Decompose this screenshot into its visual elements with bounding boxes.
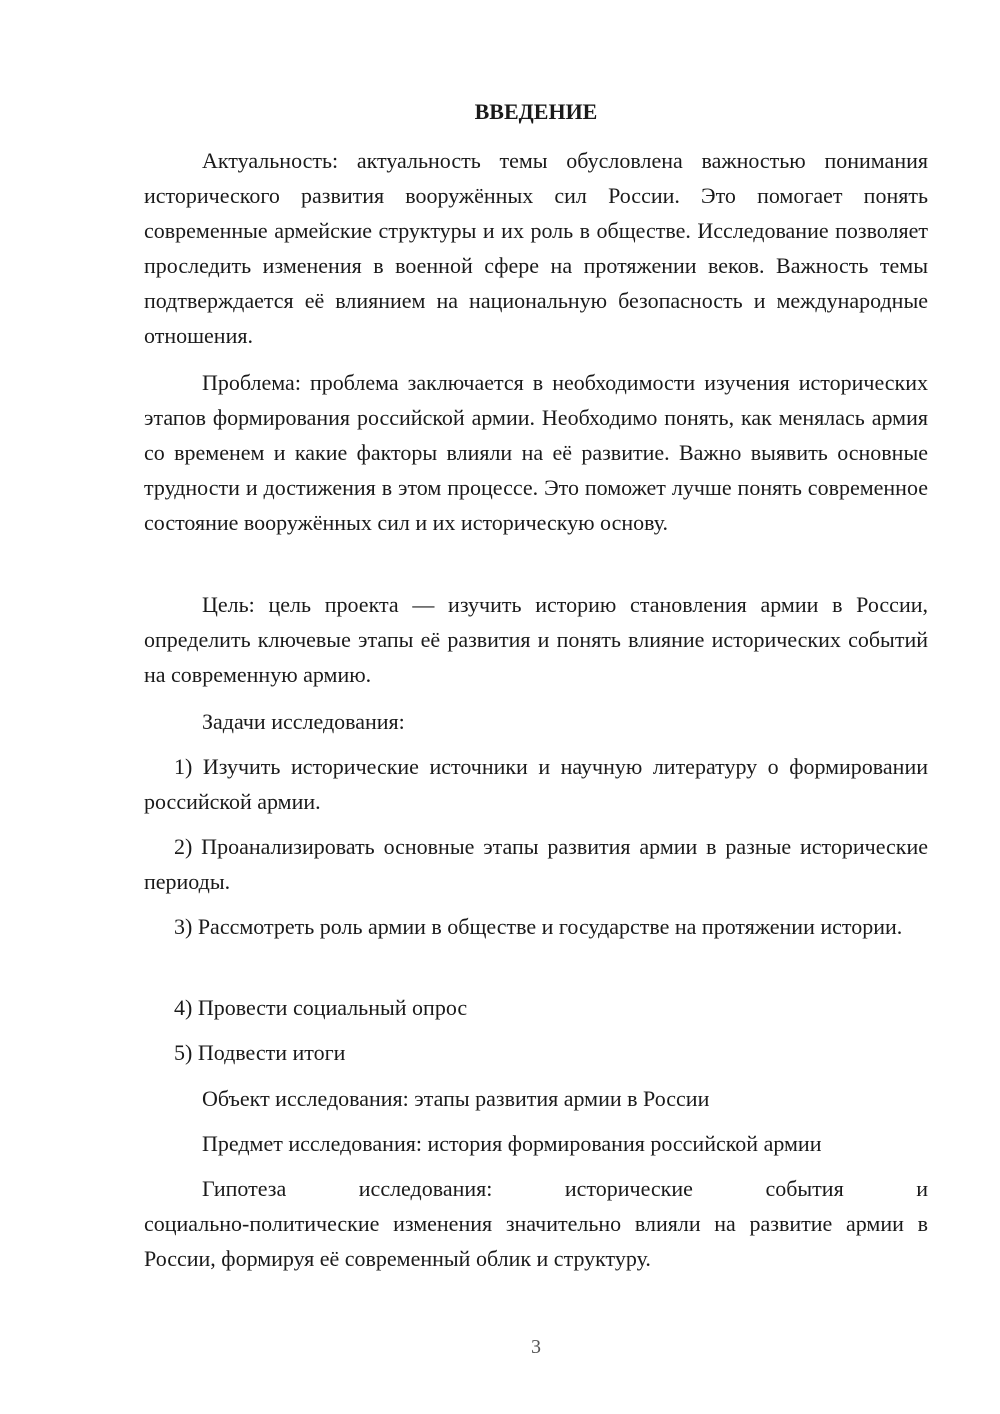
tasks-title: Задачи исследования:: [202, 709, 405, 734]
task-item-5: 5) Подвести итоги: [174, 1040, 346, 1065]
task-item-2: 2) Проанализировать основные этапы развития армии в разные исторические периоды.: [144, 834, 928, 894]
paragraph-hypothesis-first-line: Гипотеза исследования: исторические события и: [202, 1176, 928, 1201]
task-item-1: 1) Изучить исторические источники и научную литературу о формировании российской армии.: [144, 754, 928, 814]
task-item-4: 4) Провести социальный опрос: [174, 995, 468, 1020]
paragraph-subject: Предмет исследования: история формирования российской армии: [202, 1131, 822, 1156]
paragraph-relevance: Актуальность: актуальность темы обусловлена важностью понимания исторического развития вооружённых сил России. Это помогает понять современные армейские структуры и их роль в обществе. Исследование позволяет проследить изменения в военной сфере на протяжении веков. Важность темы подтверждается её влиянием на национальную безопасность и международные отношения.: [144, 148, 928, 348]
task-item-3: 3) Рассмотреть роль армии в обществе и государстве на протяжении истории.: [174, 914, 903, 939]
page-title: ВВЕДЕНИЕ: [474, 99, 598, 124]
paragraph-problem: Проблема: проблема заключается в необходимости изучения исторических этапов формирования российской армии. Необходимо понять, как менялась армия со временем и какие факторы влияли на её развитие. Важно выявить основные трудности и достижения в этом процессе. Это поможет лучше понять современное состояние вооружённых сил и их историческую основу.: [144, 370, 928, 535]
paragraph-object: Объект исследования: этапы развития армии в России: [202, 1086, 710, 1111]
paragraph-goal: Цель: цель проекта — изучить историю становления армии в России, определить ключевые этапы её развития и понять влияние исторических событий на современную армию.: [144, 592, 928, 687]
paragraph-hypothesis-continuation: социально-политические изменения значительно влияли на развитие армии в России, формируя её современный облик и структуру.: [144, 1211, 928, 1271]
page-number: 3: [531, 1336, 541, 1358]
